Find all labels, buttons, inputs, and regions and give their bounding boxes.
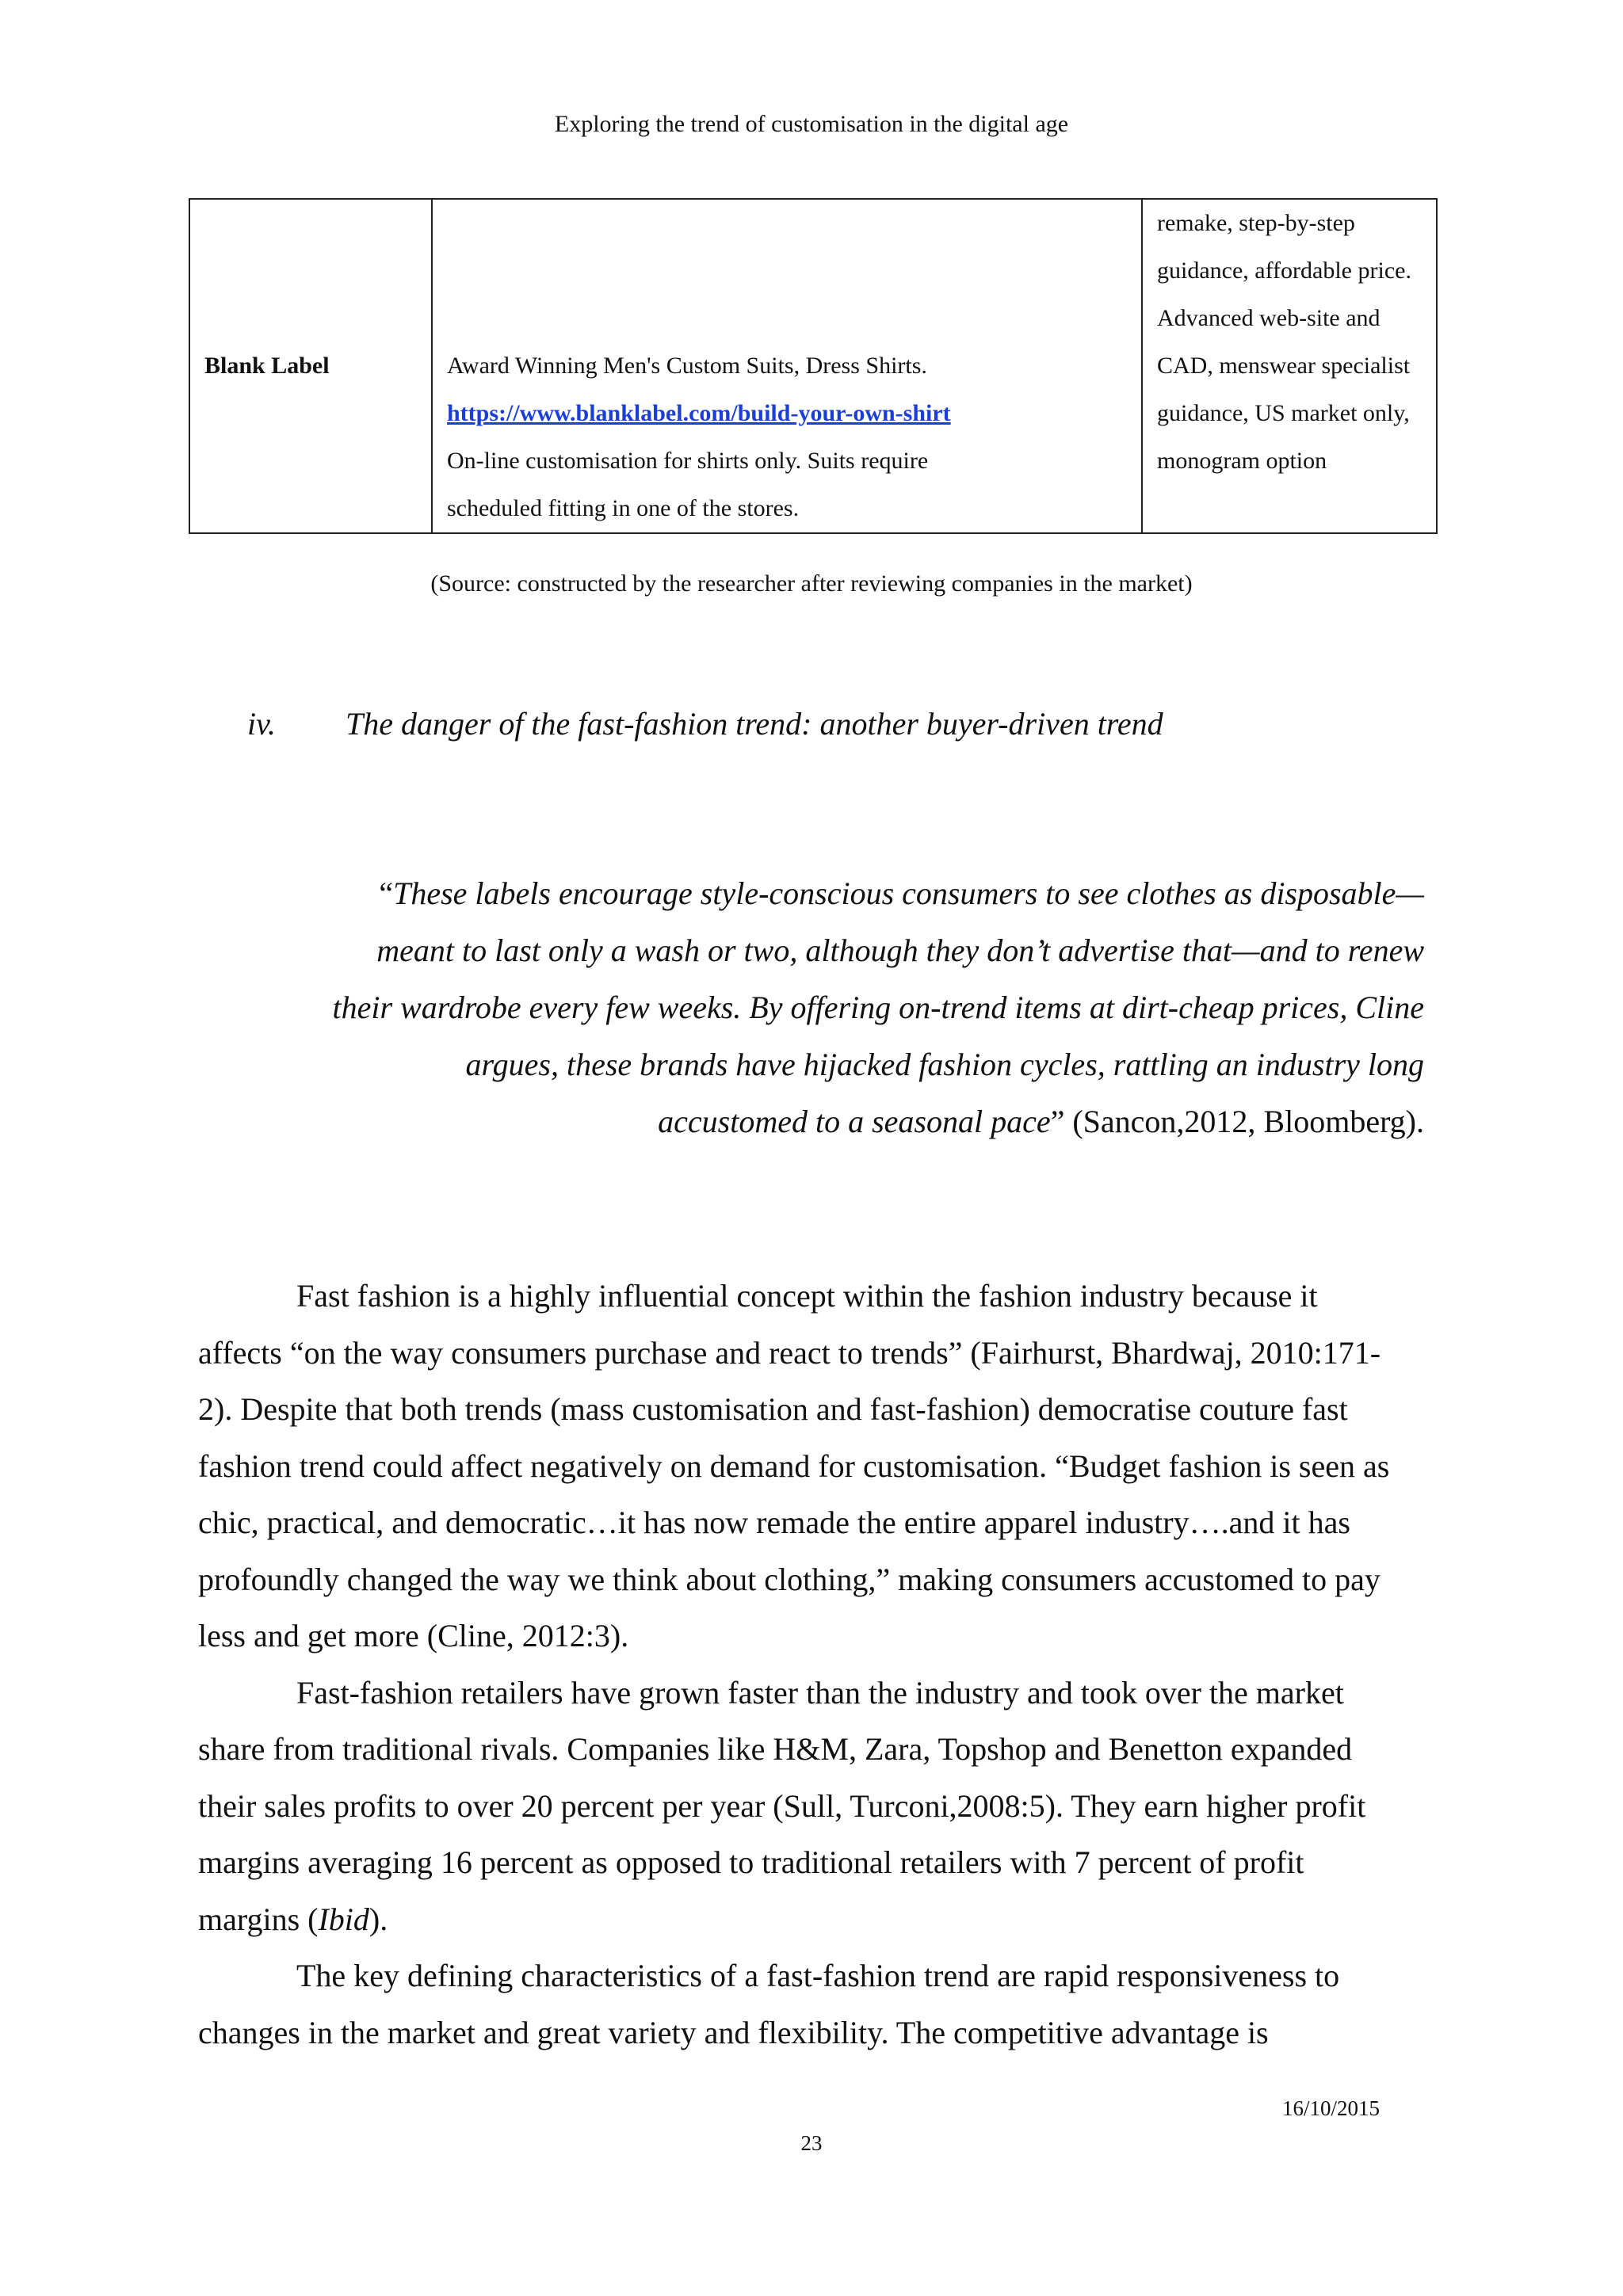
company-website-link[interactable]: https://www.blanklabel.com/build-your-own-shirt (447, 400, 951, 426)
paragraph-line: profoundly changed the way we think about clothing,” making consumers accustomed to pay (198, 1561, 1381, 1597)
company-description-cell (432, 199, 1142, 533)
features-line: Advanced web-site and (1157, 305, 1381, 331)
features-line: guidance, US market only, (1157, 400, 1410, 426)
section-number: iv. (247, 706, 276, 742)
ibid-italic: Ibid (318, 1901, 369, 1937)
paragraph-text: margins ( (198, 1901, 319, 1937)
quote-line: their wardrobe every few weeks. By offering on-trend items at dirt-cheap prices, Cline (332, 990, 1424, 1025)
features-line: remake, step-by-step (1157, 210, 1355, 236)
description-line: Award Winning Men's Custom Suits, Dress Shirts. (447, 353, 927, 379)
section-heading (247, 705, 1163, 742)
paragraph-line: fashion trend could affect negatively on demand for customisation. “Budget fashion is seen as (198, 1447, 1390, 1484)
company-name-cell: Blank Label (189, 199, 432, 533)
paragraph-line (198, 1891, 1450, 1948)
paragraph-line: Fast fashion is a highly influential concept within the fashion industry because it (296, 1278, 1318, 1314)
description-line: On-line customisation for shirts only. Suits require (447, 448, 929, 474)
table-source-note: (Source: constructed by the researcher after reviewing companies in the market) (430, 570, 1193, 597)
paragraph-line: less and get more (Cline, 2012:3). (198, 1618, 629, 1653)
quote-citation: ” (Sancon,2012, Bloomberg). (1050, 1104, 1424, 1139)
paragraph-line: changes in the market and great variety and flexibility. The competitive advantage is (198, 2014, 1269, 2050)
section-title: The danger of the fast-fashion trend: another buyer-driven trend (346, 706, 1163, 742)
paragraph-line: chic, practical, and democratic…it has now remade the entire apparel industry….and it has (198, 1505, 1350, 1540)
paragraph-text: ). (369, 1901, 388, 1937)
paragraph-line: margins averaging 16 percent as opposed to traditional retailers with 7 percent of profit (198, 1844, 1304, 1880)
page-number: 23 (800, 2131, 823, 2155)
quote-open-mark: “ (379, 875, 394, 911)
body-text (198, 1268, 1450, 2061)
table-row (189, 199, 1437, 533)
block-quote (188, 865, 1424, 1150)
features-line: monogram option (1157, 448, 1327, 474)
companies-table (189, 198, 1438, 534)
paragraph-line: Fast-fashion retailers have grown faster than the industry and took over the market (296, 1674, 1344, 1711)
quote-line: These labels encourage style-conscious consumers to see clothes as disposable— (393, 875, 1424, 911)
company-features-cell (1142, 199, 1437, 533)
paragraph-line: share from traditional rivals. Companies like H&M, Zara, Topshop and Benetton expanded (198, 1731, 1353, 1767)
running-header: Exploring the trend of customisation in the digital age (554, 111, 1069, 137)
quote-line: accustomed to a seasonal pace (658, 1104, 1051, 1139)
features-line: CAD, menswear specialist (1157, 353, 1411, 379)
paragraph-line: The key defining characteristics of a fast-fashion trend are rapid responsiveness to (296, 1958, 1340, 1993)
paragraph-line: 2). Despite that both trends (mass customisation and fast-fashion) democratise couture fast (198, 1391, 1348, 1427)
paragraph-line: affects “on the way consumers purchase and react to trends” (Fairhurst, Bhardwaj, 2010:171- (198, 1334, 1381, 1371)
paragraph-line: their sales profits to over 20 percent per year (Sull, Turconi,2008:5). They earn higher profit (198, 1787, 1366, 1824)
quote-line: argues, these brands have hijacked fashion cycles, rattling an industry long (465, 1047, 1424, 1082)
features-line: guidance, affordable price. (1157, 257, 1411, 284)
description-line: scheduled fitting in one of the stores. (447, 495, 800, 521)
quote-line: meant to last only a wash or two, although they don’t advertise that—and to renew (376, 933, 1424, 968)
footer-date: 16/10/2015 (1282, 2096, 1381, 2120)
